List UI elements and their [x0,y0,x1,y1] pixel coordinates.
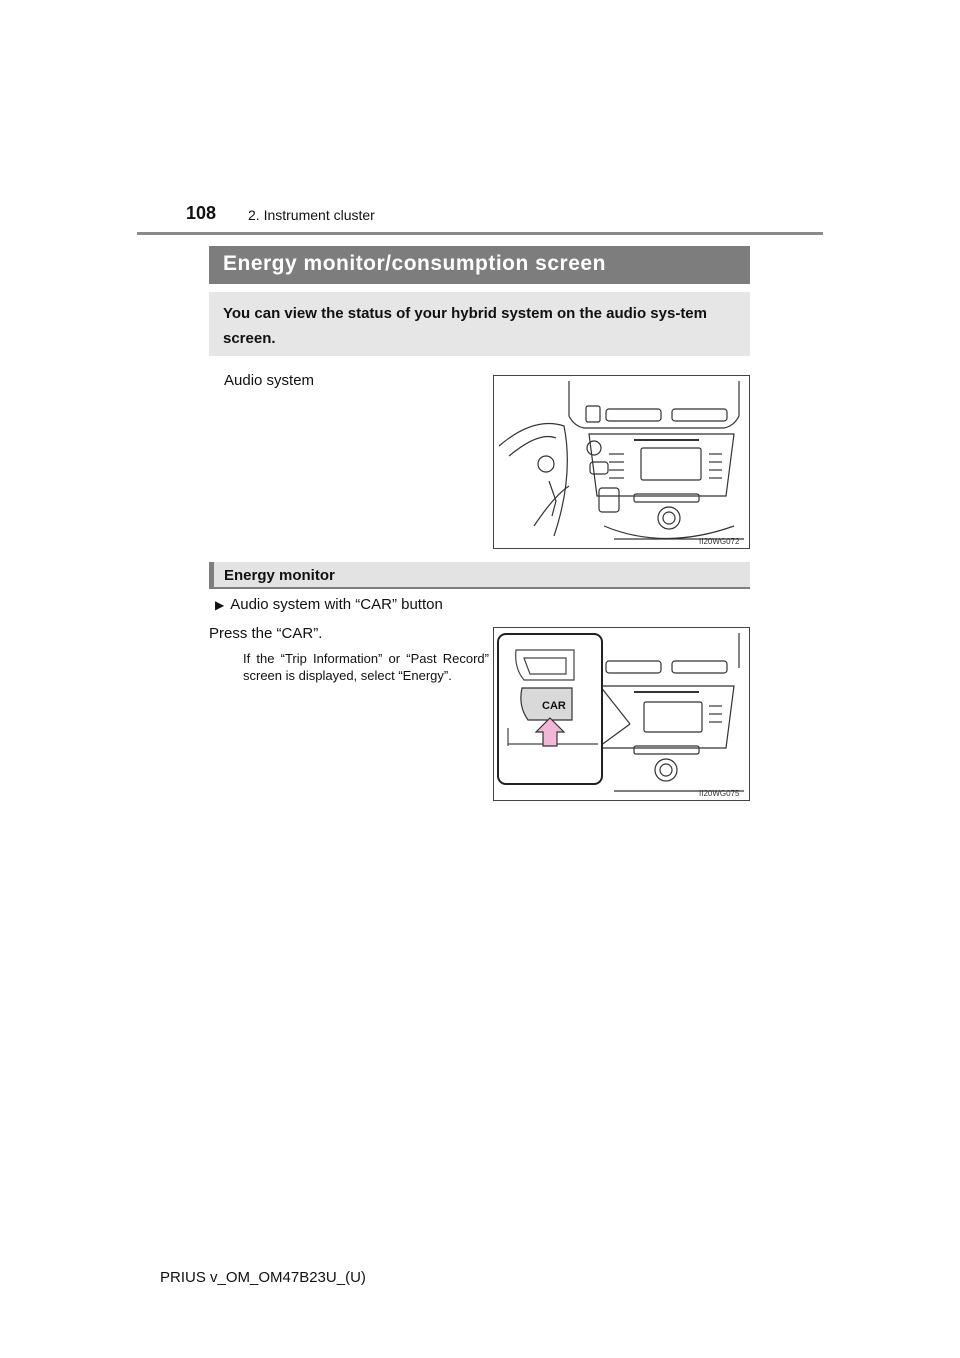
page-title-bar [209,246,750,284]
instruction-text: Press the “CAR”. [209,625,323,642]
dashboard-illustration [494,376,749,548]
car-button-illustration [494,628,749,800]
section-label: 2. Instrument cluster [248,207,375,223]
footer-doc-id: PRIUS v_OM_OM47B23U_(U) [160,1269,366,1286]
bullet-text: Audio system with “CAR” button [230,596,443,613]
subhead-title: Energy monitor [224,567,335,584]
car-button-label: CAR [542,700,566,712]
energy-monitor-subhead [209,562,750,589]
intro-box [209,292,750,356]
triangle-bullet-icon: ▶ [215,598,225,612]
note-text: If the “Trip Information” or “Past Record” screen is displayed, select “Energy”. [243,651,489,683]
header-rule [137,232,823,235]
figure2-code: II20WG075 [699,789,740,798]
audio-system-label: Audio system [224,372,315,389]
figure-audio-system [493,375,750,549]
page-number: 108 [186,203,217,223]
bullet-item [215,596,443,613]
page-title: Energy monitor/consumption screen [223,252,606,275]
figure1-code: II20WG072 [699,537,740,546]
intro-text: You can view the status of your hybrid system on the audio sys-tem screen. [223,305,707,347]
figure-car-button [493,627,750,801]
